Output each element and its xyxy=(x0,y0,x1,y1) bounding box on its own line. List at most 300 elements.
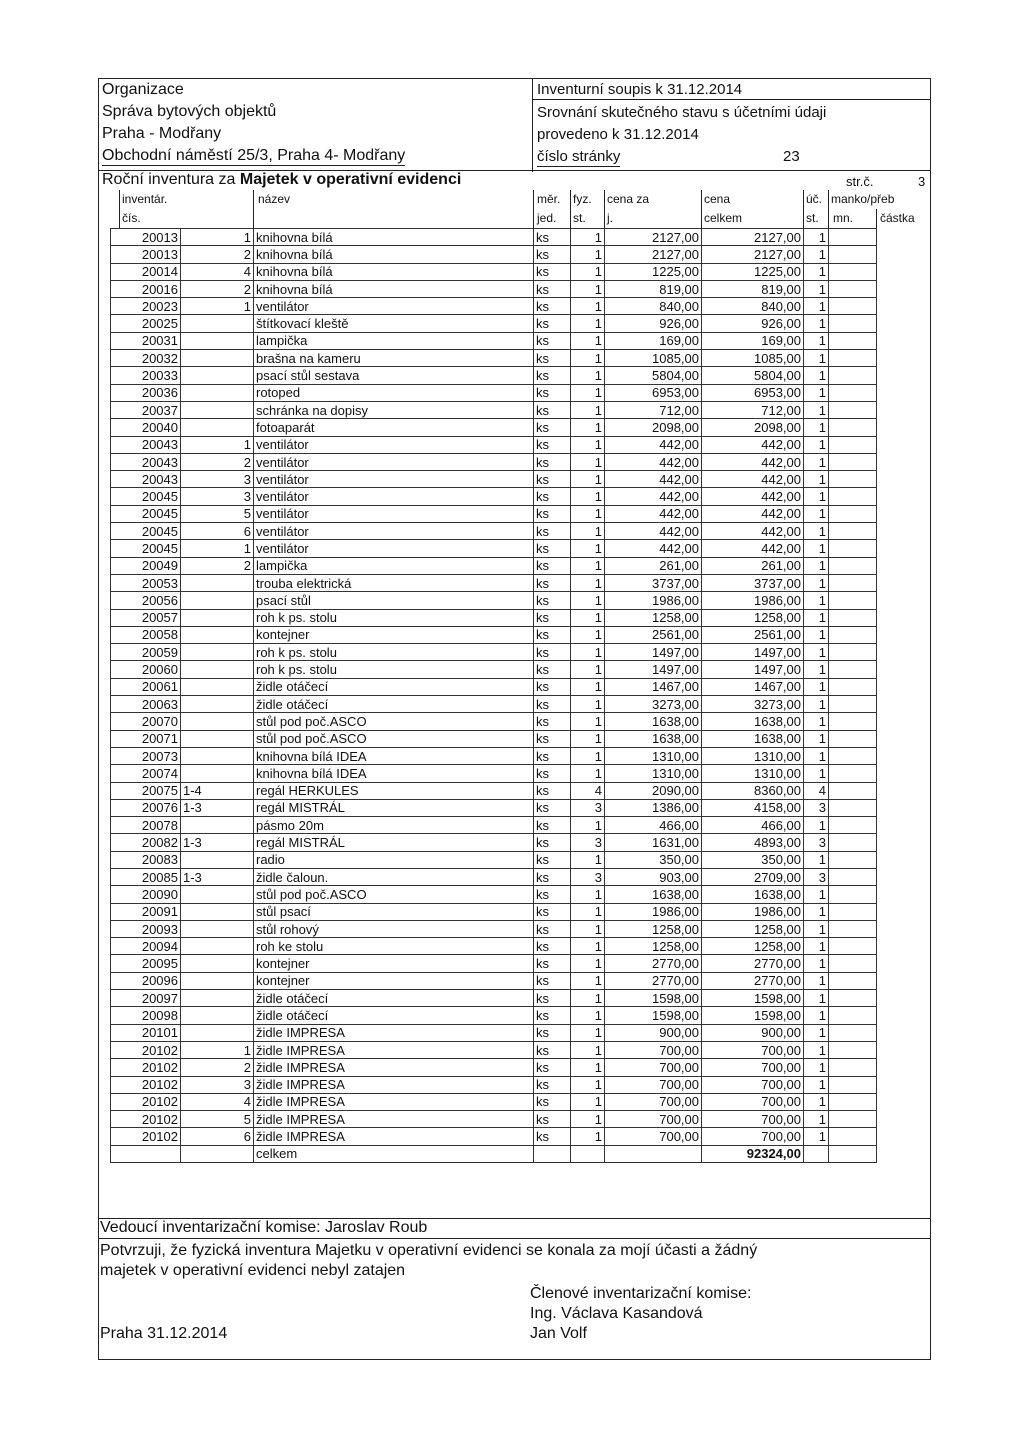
annual-prefix: Roční inventura za xyxy=(102,171,240,188)
unit-cell: ks xyxy=(534,592,571,609)
accounting-qty-cell: 1 xyxy=(804,1007,829,1024)
inv-number-cell: 20053 xyxy=(111,574,181,591)
unit-price-cell: 261,00 xyxy=(605,557,702,574)
item-name-cell: židle otáčecí xyxy=(254,990,534,1007)
inv-number-cell: 20023 xyxy=(111,298,181,315)
unit-cell: ks xyxy=(534,990,571,1007)
colhead-divider xyxy=(253,190,254,228)
sub-number-cell: 1-4 xyxy=(181,782,254,799)
difference-cell xyxy=(829,1093,877,1110)
qty-cell: 1 xyxy=(571,972,605,989)
inv-number-cell: 20058 xyxy=(111,626,181,643)
table-row xyxy=(111,315,877,332)
col-price-bottom: j. xyxy=(607,211,613,225)
sub-number-cell xyxy=(181,1007,254,1024)
unit-price-cell: 2098,00 xyxy=(605,419,702,436)
table-row xyxy=(111,730,877,747)
sub-number-cell: 1 xyxy=(181,298,254,315)
sub-number-cell: 2 xyxy=(181,246,254,263)
total-price-cell: 442,00 xyxy=(702,471,804,488)
total-price-cell: 900,00 xyxy=(702,1024,804,1041)
sub-number-cell xyxy=(181,315,254,332)
accounting-qty-cell: 1 xyxy=(804,298,829,315)
unit-price-cell: 442,00 xyxy=(605,471,702,488)
inv-number-cell: 20078 xyxy=(111,817,181,834)
col-unit-bottom: jed. xyxy=(537,211,557,225)
item-name-cell: stůl pod poč.ASCO xyxy=(254,730,534,747)
unit-price-cell: 2090,00 xyxy=(605,782,702,799)
difference-cell xyxy=(829,523,877,540)
qty-cell: 1 xyxy=(571,730,605,747)
item-name-cell: stůl rohový xyxy=(254,920,534,937)
sub-number-cell xyxy=(181,401,254,418)
unit-price-cell: 442,00 xyxy=(605,505,702,522)
inv-number-cell: 20013 xyxy=(111,229,181,246)
unit-cell: ks xyxy=(534,730,571,747)
unit-price-cell: 1638,00 xyxy=(605,730,702,747)
difference-cell xyxy=(829,1076,877,1093)
qty-cell: 1 xyxy=(571,592,605,609)
inventory-compare: Srovnání skutečného stavu s účetními údaji xyxy=(537,104,827,121)
accounting-qty-cell: 1 xyxy=(804,747,829,764)
unit-price-cell: 169,00 xyxy=(605,332,702,349)
table-row xyxy=(111,523,877,540)
sub-number-cell xyxy=(181,384,254,401)
accounting-qty-cell: 1 xyxy=(804,990,829,1007)
accounting-qty-cell: 1 xyxy=(804,661,829,678)
difference-cell xyxy=(829,1059,877,1076)
unit-cell: ks xyxy=(534,955,571,972)
item-name-cell: lampička xyxy=(254,332,534,349)
qty-cell: 1 xyxy=(571,453,605,470)
totals-empty-cell xyxy=(111,1145,181,1162)
inv-number-cell: 20082 xyxy=(111,834,181,851)
item-name-cell: roh ke stolu xyxy=(254,938,534,955)
table-row xyxy=(111,1007,877,1024)
inv-number-cell: 20073 xyxy=(111,747,181,764)
unit-cell: ks xyxy=(534,1041,571,1058)
item-name-cell: židle IMPRESA xyxy=(254,1024,534,1041)
unit-cell: ks xyxy=(534,574,571,591)
accounting-qty-cell: 1 xyxy=(804,1041,829,1058)
table-row xyxy=(111,557,877,574)
item-name-cell: židle otáčecí xyxy=(254,696,534,713)
unit-price-cell: 1638,00 xyxy=(605,886,702,903)
sub-number-cell xyxy=(181,644,254,661)
inv-number-cell: 20040 xyxy=(111,419,181,436)
sub-number-cell: 4 xyxy=(181,1093,254,1110)
sub-number-cell: 6 xyxy=(181,523,254,540)
inventory-done-date: provedeno k 31.12.2014 xyxy=(537,126,699,143)
qty-cell: 1 xyxy=(571,886,605,903)
total-price-cell: 442,00 xyxy=(702,436,804,453)
item-name-cell: židle IMPRESA xyxy=(254,1128,534,1145)
qty-cell: 1 xyxy=(571,523,605,540)
sub-number-cell xyxy=(181,661,254,678)
accounting-qty-cell: 1 xyxy=(804,1076,829,1093)
colhead-divider xyxy=(119,190,120,228)
inv-number-cell: 20076 xyxy=(111,799,181,816)
difference-cell xyxy=(829,367,877,384)
col-diff-amount: částka xyxy=(880,211,915,225)
unit-price-cell: 1310,00 xyxy=(605,747,702,764)
qty-cell: 1 xyxy=(571,678,605,695)
unit-price-cell: 442,00 xyxy=(605,488,702,505)
table-row xyxy=(111,1024,877,1041)
accounting-qty-cell: 1 xyxy=(804,401,829,418)
accounting-qty-cell: 1 xyxy=(804,315,829,332)
item-name-cell: kontejner xyxy=(254,955,534,972)
unit-cell: ks xyxy=(534,540,571,557)
item-name-cell: psací stůl sestava xyxy=(254,367,534,384)
qty-cell: 1 xyxy=(571,1076,605,1093)
table-row xyxy=(111,505,877,522)
unit-price-cell: 1631,00 xyxy=(605,834,702,851)
item-name-cell: stůl pod poč.ASCO xyxy=(254,713,534,730)
accounting-qty-cell: 1 xyxy=(804,246,829,263)
table-row xyxy=(111,626,877,643)
item-name-cell: židle IMPRESA xyxy=(254,1041,534,1058)
totals-empty-cell xyxy=(571,1145,605,1162)
table-row xyxy=(111,1093,877,1110)
total-price-cell: 1497,00 xyxy=(702,661,804,678)
difference-cell xyxy=(829,1024,877,1041)
difference-cell xyxy=(829,834,877,851)
unit-cell: ks xyxy=(534,868,571,885)
unit-cell: ks xyxy=(534,436,571,453)
accounting-qty-cell: 3 xyxy=(804,799,829,816)
unit-price-cell: 1258,00 xyxy=(605,609,702,626)
total-price-cell: 350,00 xyxy=(702,851,804,868)
inv-number-cell: 20102 xyxy=(111,1076,181,1093)
unit-cell: ks xyxy=(534,609,571,626)
col-inv-top: inventár. xyxy=(122,192,168,206)
qty-cell: 1 xyxy=(571,350,605,367)
accounting-qty-cell: 1 xyxy=(804,350,829,367)
total-price-cell: 6953,00 xyxy=(702,384,804,401)
table-row xyxy=(111,990,877,1007)
member-1: Ing. Václava Kasandová xyxy=(530,1305,703,1322)
unit-cell: ks xyxy=(534,367,571,384)
qty-cell: 1 xyxy=(571,280,605,297)
unit-cell: ks xyxy=(534,315,571,332)
item-name-cell: židle IMPRESA xyxy=(254,1059,534,1076)
table-row xyxy=(111,920,877,937)
sub-number-cell: 1-3 xyxy=(181,799,254,816)
item-name-cell: židle otáčecí xyxy=(254,1007,534,1024)
difference-cell xyxy=(829,540,877,557)
accounting-qty-cell: 1 xyxy=(804,419,829,436)
inv-number-cell: 20102 xyxy=(111,1059,181,1076)
unit-cell: ks xyxy=(534,851,571,868)
accounting-qty-cell: 1 xyxy=(804,280,829,297)
table-row xyxy=(111,367,877,384)
inv-number-cell: 20090 xyxy=(111,886,181,903)
total-price-cell: 169,00 xyxy=(702,332,804,349)
unit-cell: ks xyxy=(534,747,571,764)
sub-number-cell: 2 xyxy=(181,453,254,470)
table-row xyxy=(111,938,877,955)
table-row xyxy=(111,1076,877,1093)
col-diff-top: manko/přeb xyxy=(831,192,895,206)
qty-cell: 1 xyxy=(571,713,605,730)
table-row xyxy=(111,574,877,591)
total-price-cell: 1467,00 xyxy=(702,678,804,695)
unit-cell: ks xyxy=(534,384,571,401)
sub-number-cell xyxy=(181,765,254,782)
qty-cell: 1 xyxy=(571,332,605,349)
total-price-cell: 1310,00 xyxy=(702,747,804,764)
accounting-qty-cell: 1 xyxy=(804,453,829,470)
sub-number-cell xyxy=(181,938,254,955)
qty-cell: 3 xyxy=(571,834,605,851)
difference-cell xyxy=(829,713,877,730)
confirmation-line-1: Potvrzuji, že fyzická inventura Majetku v operativní evidenci se konala za mojí účasti a žádný xyxy=(100,1242,758,1259)
qty-cell: 1 xyxy=(571,384,605,401)
total-price-cell: 1986,00 xyxy=(702,903,804,920)
sub-number-cell xyxy=(181,886,254,903)
item-name-cell: regál MISTRÁL xyxy=(254,834,534,851)
total-price-cell: 2709,00 xyxy=(702,868,804,885)
inv-number-cell: 20056 xyxy=(111,592,181,609)
accounting-qty-cell: 3 xyxy=(804,834,829,851)
difference-cell xyxy=(829,453,877,470)
org-city: Praha - Modřany xyxy=(102,125,222,142)
qty-cell: 1 xyxy=(571,626,605,643)
total-price-cell: 8360,00 xyxy=(702,782,804,799)
qty-cell: 1 xyxy=(571,747,605,764)
page-number: 23 xyxy=(783,148,800,165)
item-name-cell: kontejner xyxy=(254,972,534,989)
table-row xyxy=(111,713,877,730)
item-name-cell: radio xyxy=(254,851,534,868)
total-price-cell: 1497,00 xyxy=(702,644,804,661)
inv-number-cell: 20075 xyxy=(111,782,181,799)
qty-cell: 1 xyxy=(571,955,605,972)
col-diff-qty: mn. xyxy=(833,211,854,225)
difference-cell xyxy=(829,782,877,799)
unit-cell: ks xyxy=(534,765,571,782)
total-price-cell: 926,00 xyxy=(702,315,804,332)
item-name-cell: roh k ps. stolu xyxy=(254,609,534,626)
table-row xyxy=(111,644,877,661)
inv-number-cell: 20061 xyxy=(111,678,181,695)
unit-price-cell: 2127,00 xyxy=(605,246,702,263)
qty-cell: 1 xyxy=(571,574,605,591)
accounting-qty-cell: 1 xyxy=(804,332,829,349)
difference-cell xyxy=(829,436,877,453)
table-row xyxy=(111,955,877,972)
sub-number-cell xyxy=(181,626,254,643)
sub-number-cell: 1 xyxy=(181,1041,254,1058)
total-price-cell: 2770,00 xyxy=(702,955,804,972)
difference-cell xyxy=(829,903,877,920)
total-price-cell: 819,00 xyxy=(702,280,804,297)
confirmation-line-2: majetek v operativní evidenci nebyl zatajen xyxy=(100,1262,406,1279)
sub-number-cell: 1 xyxy=(181,436,254,453)
qty-cell: 1 xyxy=(571,1093,605,1110)
total-price-cell: 466,00 xyxy=(702,817,804,834)
table-row xyxy=(111,540,877,557)
qty-cell: 1 xyxy=(571,315,605,332)
item-name-cell: regál HERKULES xyxy=(254,782,534,799)
table-row xyxy=(111,263,877,280)
inv-number-cell: 20043 xyxy=(111,471,181,488)
qty-cell: 1 xyxy=(571,661,605,678)
qty-cell: 1 xyxy=(571,540,605,557)
accounting-qty-cell: 1 xyxy=(804,938,829,955)
item-name-cell: židle IMPRESA xyxy=(254,1076,534,1093)
inv-number-cell: 20031 xyxy=(111,332,181,349)
difference-cell xyxy=(829,332,877,349)
col-total-top: cena xyxy=(704,192,731,206)
unit-cell: ks xyxy=(534,920,571,937)
totals-label: celkem xyxy=(254,1145,534,1162)
qty-cell: 1 xyxy=(571,263,605,280)
col-qty-top: fyz. xyxy=(573,192,592,206)
accounting-qty-cell: 1 xyxy=(804,229,829,246)
unit-price-cell: 5804,00 xyxy=(605,367,702,384)
difference-cell xyxy=(829,1007,877,1024)
unit-price-cell: 6953,00 xyxy=(605,384,702,401)
difference-cell xyxy=(829,747,877,764)
item-name-cell: ventilátor xyxy=(254,488,534,505)
total-price-cell: 4158,00 xyxy=(702,799,804,816)
accounting-qty-cell: 1 xyxy=(804,384,829,401)
accounting-qty-cell: 1 xyxy=(804,471,829,488)
item-name-cell: knihovna bílá IDEA xyxy=(254,747,534,764)
unit-cell: ks xyxy=(534,1093,571,1110)
col-inv-bottom: čís. xyxy=(122,211,141,225)
totals-empty-cell xyxy=(829,1145,877,1162)
unit-price-cell: 2561,00 xyxy=(605,626,702,643)
total-price-cell: 2561,00 xyxy=(702,626,804,643)
unit-price-cell: 1225,00 xyxy=(605,263,702,280)
org-label: Organizace xyxy=(102,81,184,98)
page-label: číslo stránky xyxy=(537,148,621,165)
accounting-qty-cell: 1 xyxy=(804,1128,829,1145)
table-row xyxy=(111,453,877,470)
colhead-divider xyxy=(803,190,804,228)
sub-number-cell xyxy=(181,817,254,834)
inv-number-cell: 20043 xyxy=(111,453,181,470)
accounting-qty-cell: 1 xyxy=(804,730,829,747)
unit-price-cell: 819,00 xyxy=(605,280,702,297)
qty-cell: 4 xyxy=(571,782,605,799)
accounting-qty-cell: 1 xyxy=(804,955,829,972)
sub-number-cell: 5 xyxy=(181,1111,254,1128)
inv-number-cell: 20091 xyxy=(111,903,181,920)
unit-price-cell: 700,00 xyxy=(605,1076,702,1093)
accounting-qty-cell: 1 xyxy=(804,523,829,540)
item-name-cell: knihovna bílá IDEA xyxy=(254,765,534,782)
sub-number-cell: 1-3 xyxy=(181,868,254,885)
unit-cell: ks xyxy=(534,678,571,695)
col-price-top: cena za xyxy=(607,192,650,206)
qty-cell: 1 xyxy=(571,938,605,955)
difference-cell xyxy=(829,557,877,574)
sub-number-cell: 3 xyxy=(181,471,254,488)
inv-number-cell: 20094 xyxy=(111,938,181,955)
qty-cell: 1 xyxy=(571,246,605,263)
inv-number-cell: 20057 xyxy=(111,609,181,626)
sub-number-cell xyxy=(181,678,254,695)
members-label: Členové inventarizační komise: xyxy=(530,1285,752,1302)
unit-cell: ks xyxy=(534,229,571,246)
accounting-qty-cell: 1 xyxy=(804,903,829,920)
sub-number-cell xyxy=(181,592,254,609)
accounting-qty-cell: 1 xyxy=(804,1059,829,1076)
unit-price-cell: 840,00 xyxy=(605,298,702,315)
table-row xyxy=(111,1128,877,1145)
qty-cell: 1 xyxy=(571,1059,605,1076)
unit-cell: ks xyxy=(534,782,571,799)
total-price-cell: 1598,00 xyxy=(702,990,804,1007)
annual-category: Majetek v operativní evidenci xyxy=(239,171,462,188)
unit-price-cell: 3737,00 xyxy=(605,574,702,591)
place-date: Praha 31.12.2014 xyxy=(100,1325,228,1342)
qty-cell: 3 xyxy=(571,868,605,885)
total-price-cell: 261,00 xyxy=(702,557,804,574)
totals-value: 92324,00 xyxy=(702,1145,804,1162)
accounting-qty-cell: 1 xyxy=(804,1024,829,1041)
unit-price-cell: 442,00 xyxy=(605,453,702,470)
inv-number-cell: 20071 xyxy=(111,730,181,747)
total-price-cell: 1258,00 xyxy=(702,920,804,937)
inv-number-cell: 20102 xyxy=(111,1111,181,1128)
col-acc-bottom: st. xyxy=(806,211,819,225)
sub-number-cell: 1-3 xyxy=(181,834,254,851)
inv-number-cell: 20036 xyxy=(111,384,181,401)
difference-cell xyxy=(829,401,877,418)
accounting-qty-cell: 1 xyxy=(804,505,829,522)
inv-number-cell: 20093 xyxy=(111,920,181,937)
qty-cell: 1 xyxy=(571,817,605,834)
qty-cell: 1 xyxy=(571,1007,605,1024)
sub-number-cell xyxy=(181,696,254,713)
qty-cell: 1 xyxy=(571,1111,605,1128)
totals-empty-cell xyxy=(181,1145,254,1162)
item-name-cell: roh k ps. stolu xyxy=(254,661,534,678)
unit-cell: ks xyxy=(534,886,571,903)
table-row xyxy=(111,280,877,297)
total-price-cell: 1225,00 xyxy=(702,263,804,280)
unit-cell: ks xyxy=(534,817,571,834)
difference-cell xyxy=(829,419,877,436)
unit-price-cell: 926,00 xyxy=(605,315,702,332)
accounting-qty-cell: 1 xyxy=(804,765,829,782)
unit-cell: ks xyxy=(534,1007,571,1024)
qty-cell: 1 xyxy=(571,644,605,661)
total-price-cell: 2770,00 xyxy=(702,972,804,989)
item-name-cell: regál MISTRÁL xyxy=(254,799,534,816)
difference-cell xyxy=(829,990,877,1007)
qty-cell: 1 xyxy=(571,298,605,315)
accounting-qty-cell: 1 xyxy=(804,696,829,713)
table-row xyxy=(111,384,877,401)
inv-number-cell: 20074 xyxy=(111,765,181,782)
qty-cell: 1 xyxy=(571,1024,605,1041)
item-name-cell: fotoaparát xyxy=(254,419,534,436)
difference-cell xyxy=(829,246,877,263)
qty-cell: 1 xyxy=(571,696,605,713)
unit-cell: ks xyxy=(534,834,571,851)
sub-number-cell xyxy=(181,332,254,349)
qty-cell: 1 xyxy=(571,609,605,626)
sub-number-cell xyxy=(181,851,254,868)
unit-price-cell: 1986,00 xyxy=(605,903,702,920)
sub-number-cell: 2 xyxy=(181,280,254,297)
